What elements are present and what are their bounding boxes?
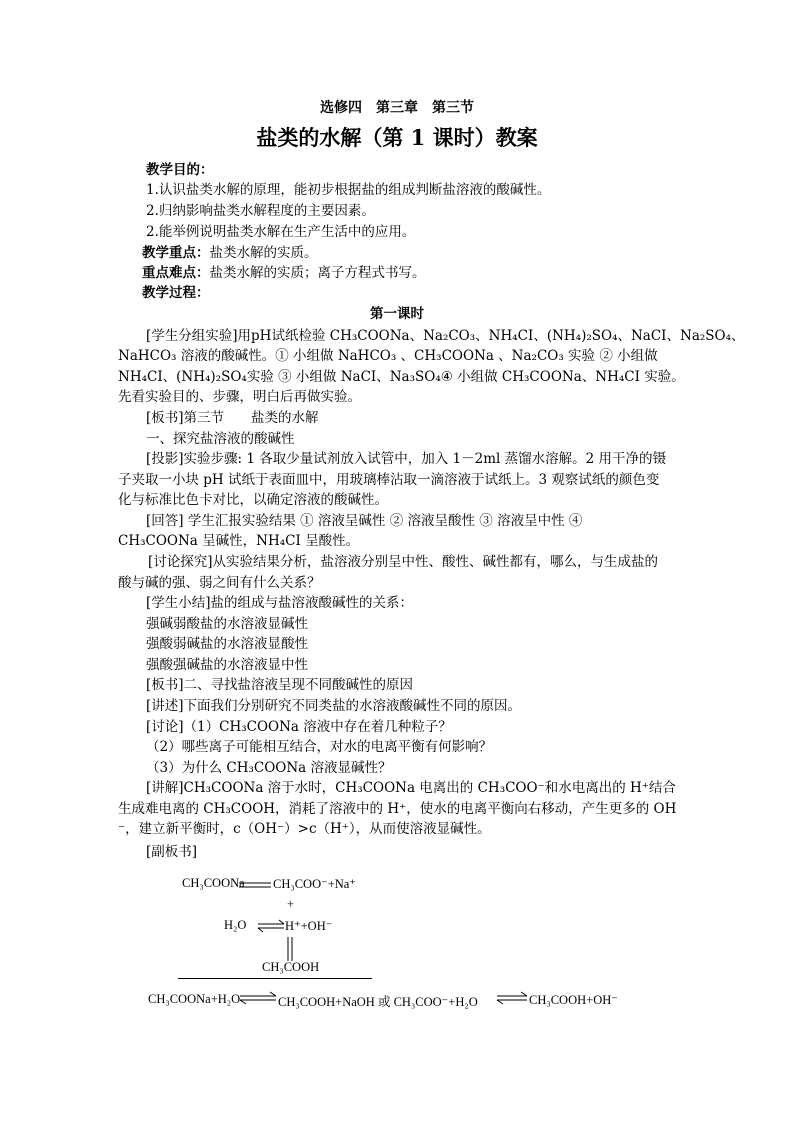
body-line: [板书]第三节 盐类的水解 <box>146 410 319 426</box>
body-line: 强碱弱酸盐的水溶液显碱性 <box>146 616 308 632</box>
board-plus: + <box>287 897 295 911</box>
lesson-title: 第一课时 <box>370 306 424 322</box>
body-line: 化与标准比色卡对比，以确定溶液的酸碱性。 <box>118 492 388 508</box>
difficulty-text: 盐类水解的实质；离子方程式书写。 <box>209 265 426 281</box>
equation-left: CH₃COONa+H₂O <box>148 992 241 1006</box>
focus-line <box>142 245 318 261</box>
equilibrium-arrow-icon <box>256 919 286 933</box>
body-line: [投影]实验步骤: 1 各取少量试剂放入试管中，加入 1－2ml 蒸馏水溶解。2 用干净的镊 <box>146 451 667 467</box>
ionization-arrow-icon <box>238 879 272 891</box>
body-line: CH₃COONa 呈碱性，NH₄CI 呈酸性。 <box>118 533 360 549</box>
body-line: 酸与碱的强、弱之间有什么关系？ <box>118 575 321 591</box>
focus-label: 教学重点： <box>142 245 210 261</box>
body-line: （3）为什么 CH₃COONa 溶液显碱性？ <box>146 760 392 776</box>
objective-3: 2.能举例说明盐类水解在生产生活中的应用。 <box>146 224 416 240</box>
equation-right: CH₃COOH+OH⁻ <box>529 993 618 1007</box>
difficulty-line <box>142 265 426 281</box>
page-title: 盐类的水解（第 1 课时）教案 <box>256 125 538 150</box>
equation-middle: CH₃COOH+NaOH 或 CH₃COO⁻+H₂O <box>278 995 478 1009</box>
body-line: [板书]二、寻找盐溶液呈现不同酸碱性的原因 <box>146 677 414 693</box>
board-water-ions: H⁺+OH⁻ <box>285 919 333 933</box>
vertical-equilibrium-arrow-icon <box>285 936 295 962</box>
focus-text: 盐类水解的实质。 <box>209 245 318 261</box>
objective-2: 2.归纳影响盐类水解程度的主要因素。 <box>146 203 375 219</box>
difficulty-label: 重点难点： <box>142 265 210 281</box>
body-line: 一、探究盐溶液的酸碱性 <box>146 431 295 447</box>
body-line: [学生小结]盐的组成与盐溶液酸碱性的关系： <box>146 595 414 611</box>
body-line: ⁻，建立新平衡时，c（OH⁻）>c（H⁺），从而使溶液显碱性。 <box>118 821 491 837</box>
body-line: [讲解]CH₃COONa 溶于水时，CH₃COONa 电离出的 CH₃COO⁻和水电离出的 H⁺结合 <box>146 780 676 796</box>
body-line: 生成难电离的 CH₃COOH，消耗了溶液中的 H⁺，使水的电离平衡向右移动，产生更多的 OH <box>118 801 677 817</box>
objective-1: 1.认识盐类水解的原理，能初步根据盐的组成判断盐溶液的酸碱性。 <box>146 182 551 198</box>
course-heading: 选修四 第三章 第三节 <box>320 100 474 116</box>
body-line: NH₄CI、(NH₄)₂SO₄实验 ③ 小组做 NaCI、Na₃SO₄④ 小组做 CH₃COONa、NH₄CI 实验。 <box>118 369 685 385</box>
body-line: [副板书] <box>146 844 198 860</box>
body-line: NaHCO₃ 溶液的酸碱性。① 小组做 NaHCO₃ 、CH₃COONa 、Na₂CO₃ 实验 ② 小组做 <box>118 348 658 364</box>
hydrolysis-equilibrium-arrow-icon <box>238 990 278 1006</box>
body-line: 强酸强碱盐的水溶液显中性 <box>146 657 308 673</box>
process-heading: 教学过程： <box>142 285 210 301</box>
board-product: CH₃COOH <box>262 960 320 974</box>
body-line: 先看实验目的、步骤，明白后再做实验。 <box>118 389 361 405</box>
hydrolysis-equilibrium-arrow-icon <box>495 990 529 1006</box>
objectives-heading: 教学目的： <box>146 162 214 178</box>
board-salt: CH₃COONa <box>182 876 245 890</box>
body-line: [回答] 学生汇报实验结果 ① 溶液呈碱性 ② 溶液呈酸性 ③ 溶液呈中性 ④ <box>146 513 583 529</box>
body-line: [讨论探究]从实验结果分析，盐溶液分别呈中性、酸性、碱性都有，哪么，与生成盐的 <box>148 554 659 570</box>
body-line: [讨论]（1）CH₃COONa 溶液中存在着几种粒子？ <box>146 719 452 735</box>
body-line: （2）哪些离子可能相互结合，对水的电离平衡有何影响？ <box>146 739 493 755</box>
board-salt-ions: CH₃COO⁻+Na⁺ <box>273 877 356 891</box>
board-water: H₂O <box>224 918 247 932</box>
board-divider <box>178 978 372 979</box>
body-line: [学生分组实验]用pH试纸检验 CH₃COONa、Na₂CO₃、NH₄CI、(NH₄)₂SO₄、NaCI、Na₂SO₄、 <box>146 328 745 344</box>
body-line: 强酸弱碱盐的水溶液显酸性 <box>146 636 308 652</box>
body-line: [讲述]下面我们分别研究不同类盐的水溶液酸碱性不同的原因。 <box>146 698 522 714</box>
body-line: 子夹取一小块 pH 试纸于表面皿中，用玻璃棒沾取一滴溶液于试纸上。3 观察试纸的颜色变 <box>118 472 660 488</box>
